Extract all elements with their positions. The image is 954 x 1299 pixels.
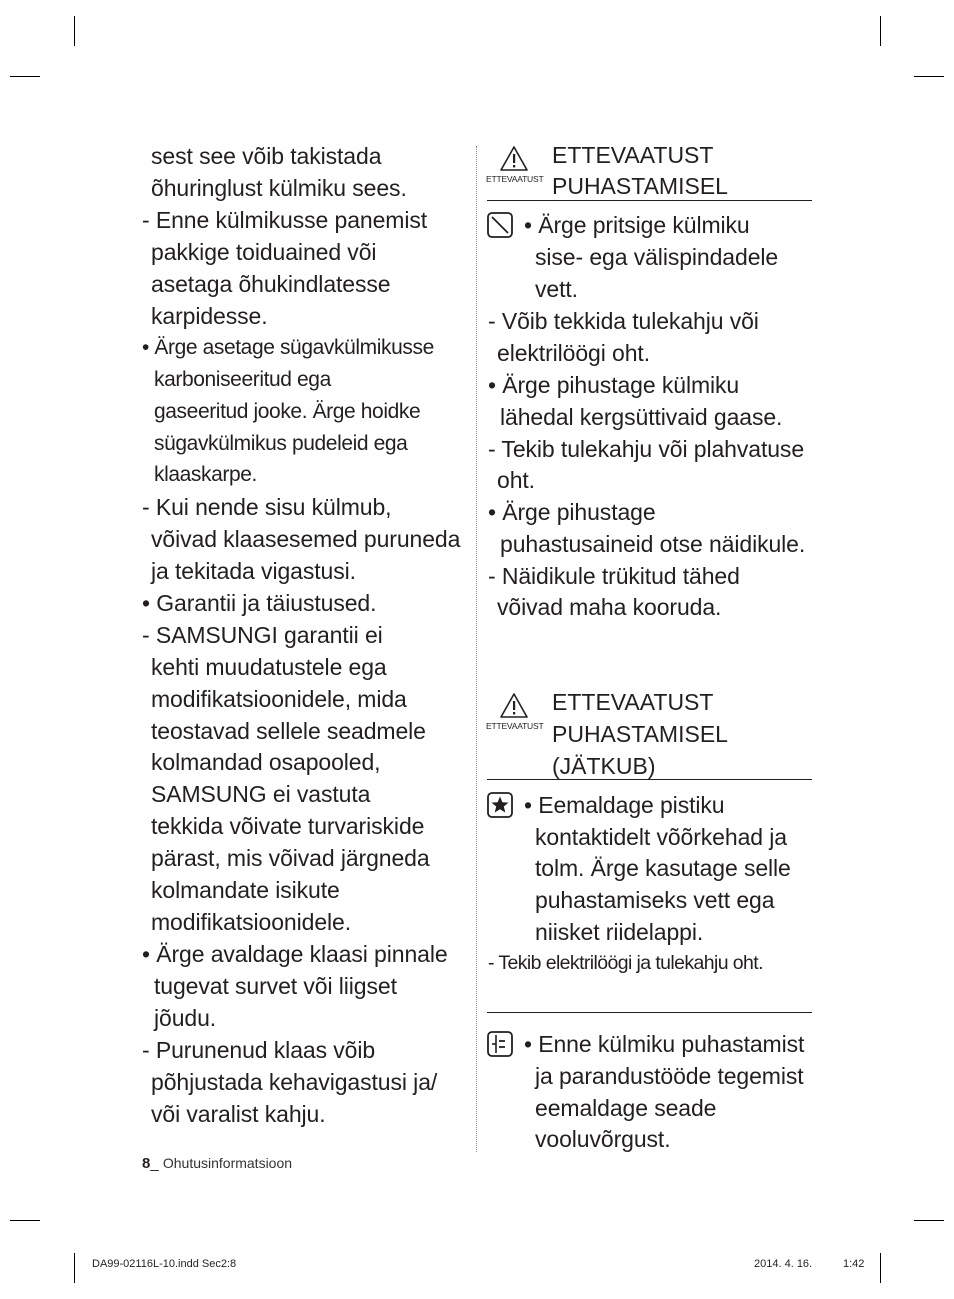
text-line: puhastamiseks vett ega (535, 887, 775, 913)
section-name: Ohutusinformatsioon (162, 1155, 293, 1171)
crop-mark (10, 76, 40, 77)
text-line: tugevat survet või liigset (154, 973, 397, 999)
text-line: lähedal kergsüttivaid gaase. (500, 404, 783, 430)
crop-mark (74, 16, 75, 46)
text-line: • Ärge asetage sügavkülmikusse (142, 336, 434, 359)
text-line: pärast, mis võivad järgneda (151, 845, 430, 871)
text-line: teostavad sellele seadmele (151, 718, 426, 744)
text-line: sise- ega välispindadele (535, 244, 779, 270)
text-line: karboniseeritud ega (154, 368, 331, 391)
section-heading: PUHASTAMISEL (552, 721, 728, 747)
prohibited-icon (487, 212, 513, 238)
text-line: pakkige toiduained või (151, 239, 377, 265)
warning-caption: ETTEVAATUST (486, 174, 544, 184)
text-line: - SAMSUNGI garantii ei (142, 622, 383, 648)
text-line: tolm. Ärge kasutage selle (535, 855, 791, 881)
text-line: elektrilöögi oht. (497, 340, 650, 366)
star-icon (487, 792, 513, 818)
text-line: sügavkülmikus pudeleid ega (154, 432, 408, 455)
text-line: kolmandad osapooled, (151, 749, 381, 775)
text-line: niisket riidelappi. (535, 919, 704, 945)
section-heading: (JÄTKUB) (552, 753, 656, 779)
unplug-icon (487, 1031, 513, 1057)
text-line: modifikatsioonidele. (151, 909, 352, 935)
text-line: põhjustada kehavigastusi ja/ (151, 1069, 438, 1095)
text-line: õhuringlust külmiku sees. (151, 175, 407, 201)
text-line: tekkida võivate turvariskide (151, 813, 425, 839)
text-line: • Ärge pihustage (488, 499, 656, 525)
text-line: või varalist kahju. (151, 1101, 326, 1127)
text-line: modifikatsioonidele, mida (151, 686, 407, 712)
text-line: • Ärge pihustage külmiku (488, 372, 740, 398)
text-line: kolmandate isikute (151, 877, 340, 903)
print-file-info: DA99-02116L-10.indd Sec2:8 (92, 1258, 237, 1270)
text-line: SAMSUNG ei vastuta (151, 781, 371, 807)
page-number: 8 (142, 1155, 151, 1172)
section-heading: ETTEVAATUST (552, 142, 714, 168)
page-footer (142, 1155, 292, 1172)
text-line: • Ärge avaldage klaasi pinnale (142, 941, 448, 967)
text-line: kontaktidelt võõrkehad ja (535, 824, 787, 850)
section-heading: ETTEVAATUST (552, 689, 714, 715)
crop-mark (914, 76, 944, 77)
text-line: asetaga õhukindlatesse (151, 271, 391, 297)
text-line: - Purunenud klaas võib (142, 1037, 376, 1063)
warning-caption: ETTEVAATUST (486, 721, 544, 731)
crop-mark (880, 16, 881, 46)
text-line: klaaskarpe. (154, 463, 257, 486)
text-line: kehti muudatustele ega (151, 654, 387, 680)
text-line: - Tekib tulekahju või plahvatuse (488, 436, 805, 462)
footer-separator: _ (150, 1155, 163, 1172)
text-line: vooluvõrgust. (535, 1126, 671, 1152)
text-line: ja tekitada vigastusi. (151, 558, 356, 584)
text-line: eemaldage seade (535, 1095, 717, 1121)
crop-mark (10, 1220, 40, 1221)
text-line: sest see võib takistada (151, 143, 382, 169)
section-rule (487, 1012, 812, 1013)
crop-mark (914, 1220, 944, 1221)
text-line: vett. (535, 276, 578, 302)
text-line: puhastusaineid otse näidikule. (500, 531, 806, 557)
text-line: • Garantii ja täiustused. (142, 590, 377, 616)
text-line: - Kui nende sisu külmub, (142, 494, 392, 520)
text-line: võivad klaasesemed puruneda (151, 526, 461, 552)
text-line: • Eemaldage pistiku (524, 792, 725, 818)
heading-rule (487, 200, 812, 201)
text-line: oht. (497, 467, 535, 493)
text-line: ja parandustööde tegemist (535, 1063, 804, 1089)
print-date: 2014. 4. 16. (754, 1258, 813, 1270)
print-time: 1:42 (843, 1258, 865, 1270)
text-line: jõudu. (154, 1005, 217, 1031)
text-line: võivad maha kooruda. (497, 594, 722, 620)
crop-mark (880, 1253, 881, 1283)
column-divider (476, 146, 477, 1152)
text-line: gaseeritud jooke. Ärge hoidke (154, 400, 421, 423)
text-line: - Tekib elektrilöögi ja tulekahju oht. (488, 952, 763, 974)
warning-triangle-icon (486, 692, 542, 734)
text-line: - Võib tekkida tulekahju või (488, 308, 759, 334)
text-line: • Ärge pritsige külmiku (524, 212, 750, 238)
crop-mark (74, 1253, 75, 1283)
heading-rule (487, 779, 812, 780)
text-line: - Näidikule trükitud tähed (488, 563, 740, 589)
text-line: - Enne külmikusse panemist (142, 207, 428, 233)
text-line: • Enne külmiku puhastamist (524, 1031, 805, 1057)
section-heading: PUHASTAMISEL (552, 173, 728, 199)
text-line: karpidesse. (151, 303, 268, 329)
warning-triangle-icon (486, 145, 542, 187)
